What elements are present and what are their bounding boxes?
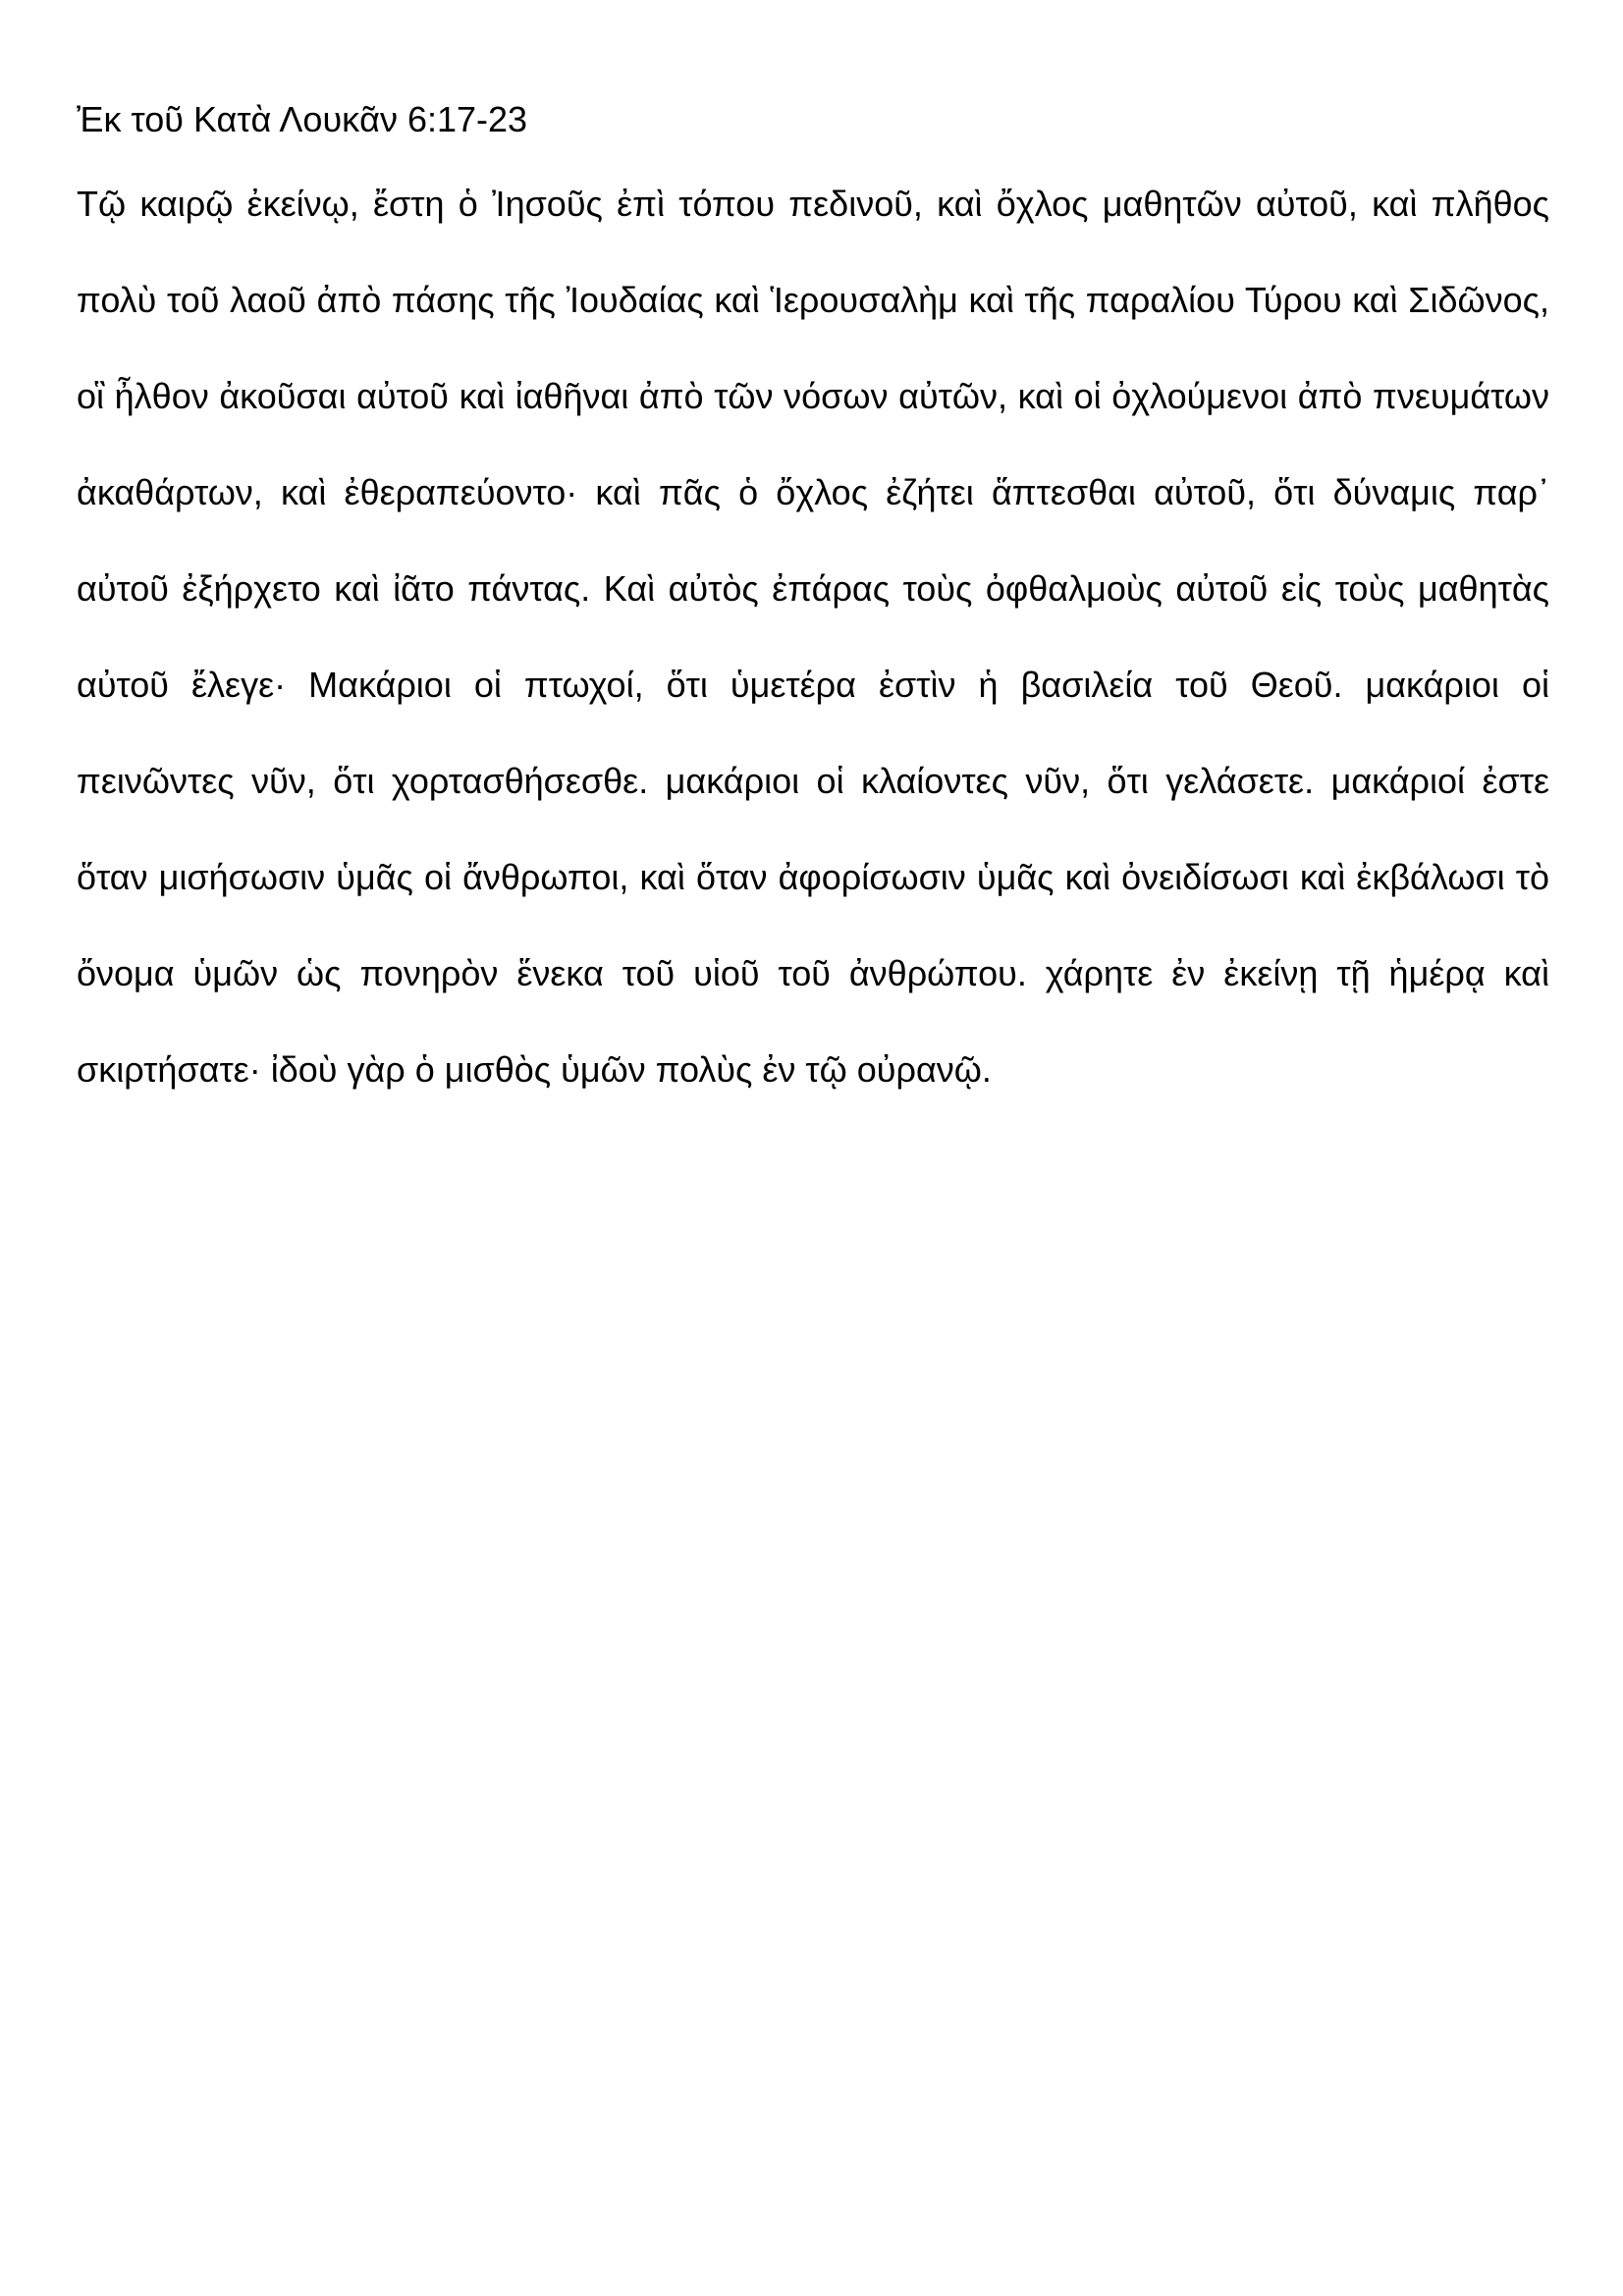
document-page bbox=[77, 98, 1549, 1118]
reading-title: Ἐκ τοῦ Κατὰ Λουκᾶν 6:17-23 bbox=[77, 99, 528, 139]
reading-body-text: Τῷ καιρῷ ἐκείνῳ, ἔστη ὁ Ἰησοῦς ἐπὶ τόπου πεδινοῦ, καὶ ὄχλος μαθητῶν αὐτοῦ, καὶ πλῆθος πολὺ τοῦ λαοῦ ἀπὸ πάσης τῆς Ἰουδαίας καὶ Ἱερουσαλὴμ καὶ τῆς παραλίου Τύρου καὶ Σιδῶνος, οἳ ἦλθον ἀκοῦσαι αὐτοῦ καὶ ἰαθῆναι ἀπὸ τῶν νόσων αὐτῶν, καὶ οἱ ὀχλούμενοι ἀπὸ πνευμάτων ἀκαθάρτων, καὶ ἐθεραπεύοντο· καὶ πᾶς ὁ ὄχλος ἐζήτει ἅπτεσθαι αὐτοῦ, ὅτι δύναμις παρ᾽ αὐτοῦ ἐξήρχετο καὶ ἰᾶτο πάντας. Καὶ αὐτὸς ἐπάρας τοὺς ὀφθαλμοὺς αὐτοῦ εἰς τοὺς μαθητὰς αὐτοῦ ἔλεγε· Μακάριοι οἱ πτωχοί, ὅτι ὑμετέρα ἐστὶν ἡ βασιλεία τοῦ Θεοῦ. μακάριοι οἱ πεινῶντες νῦν, ὅτι χορτασθήσεσθε. μακάριοι οἱ κλαίοντες νῦν, ὅτι γελάσετε. μακάριοί ἐστε ὅταν μισήσωσιν ὑμᾶς οἱ ἄνθρωποι, καὶ ὅταν ἀφορίσωσιν ὑμᾶς καὶ ὀνειδίσωσι καὶ ἐκβάλωσι τὸ ὄνομα ὑμῶν ὡς πονηρὸν ἕνεκα τοῦ υἱοῦ τοῦ ἀνθρώπου. χάρητε ἐν ἐκείνῃ τῇ ἡμέρᾳ καὶ σκιρτήσατε· ἰδοὺ γὰρ ὁ μισθὸς ὑμῶν πολὺς ἐν τῷ οὐρανῷ. bbox=[77, 184, 1549, 1091]
